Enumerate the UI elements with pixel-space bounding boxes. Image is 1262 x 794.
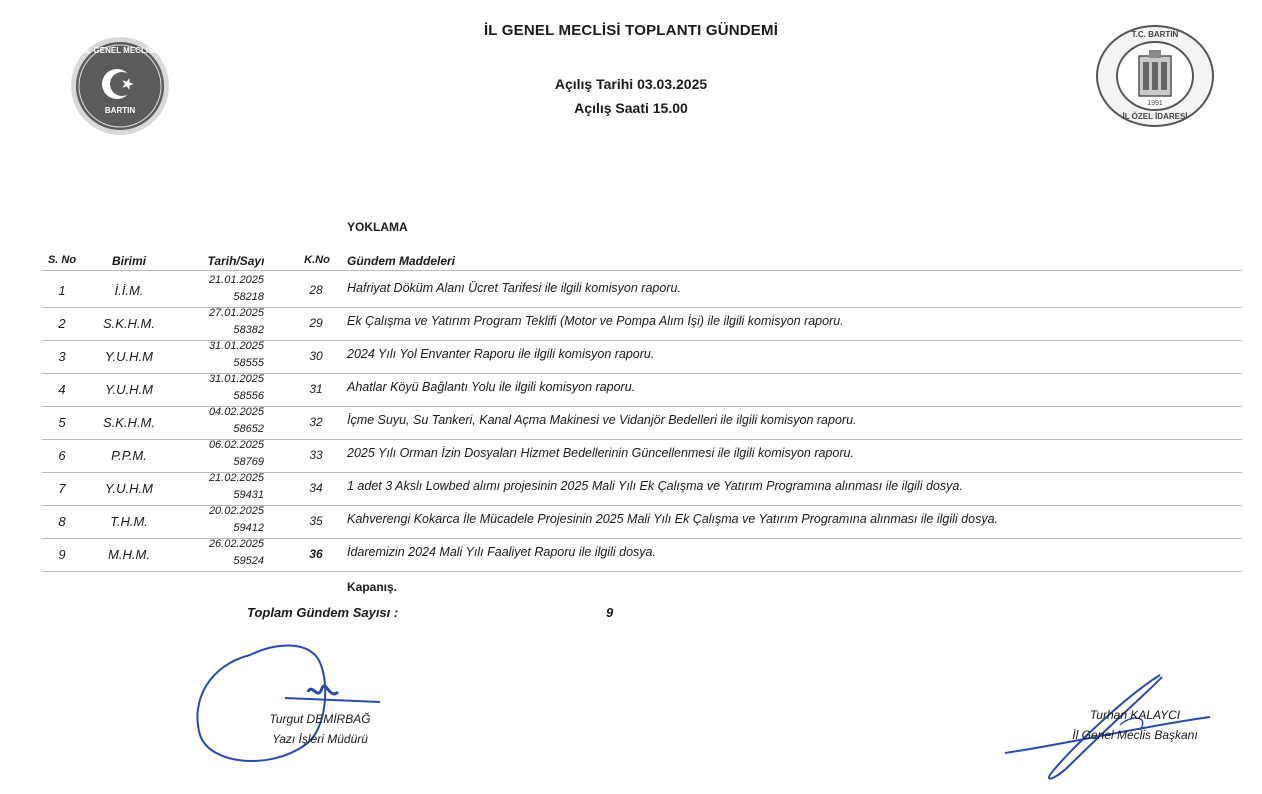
row-sayi: 59431 (233, 489, 264, 501)
row-date: 26.02.2025 (208, 538, 264, 550)
opening-date: Açılış Tarihi 03.03.2025 (554, 76, 708, 92)
table-row (42, 307, 1242, 341)
row-kno: 35 (309, 514, 323, 528)
row-date: 20.02.2025 (208, 505, 264, 517)
row-sayi: 58652 (233, 423, 264, 435)
table-row (42, 373, 1242, 407)
row-kno: 36 (309, 547, 323, 561)
row-sno: 7 (58, 481, 66, 496)
row-madde: Hafriyat Döküm Alanı Ücret Tarifesi ile ilgili komisyon raporu. (347, 281, 681, 295)
row-birim: S.K.H.M. (102, 415, 155, 430)
table-row (42, 472, 1242, 506)
row-kno: 34 (309, 481, 323, 495)
row-date: 06.02.2025 (208, 439, 264, 451)
row-kno: 29 (309, 316, 323, 330)
row-sno: 3 (58, 349, 66, 364)
row-birim: S.K.H.M. (102, 316, 155, 331)
row-date: 21.02.2025 (208, 472, 264, 484)
row-sno: 9 (58, 547, 66, 562)
total-value: 9 (606, 605, 614, 620)
row-date: 27.01.2025 (208, 307, 264, 319)
table-row (42, 406, 1242, 440)
opening-time: Açılış Saati 15.00 (574, 100, 688, 116)
row-sno: 4 (58, 382, 66, 397)
row-sno: 5 (58, 415, 66, 430)
row-sno: 2 (58, 316, 66, 331)
signer-left-title: Yazı İşleri Müdürü (272, 732, 368, 746)
row-sayi: 59412 (233, 522, 264, 534)
row-birim: Y.U.H.M (105, 349, 153, 364)
seal-text-bottom: BARTIN (104, 106, 136, 115)
header-divider (42, 270, 1242, 271)
row-birim: M.H.M. (108, 547, 150, 562)
kapanis-label: Kapanış. (347, 580, 398, 594)
row-sayi: 58218 (233, 291, 264, 303)
row-birim: Y.U.H.M (105, 481, 153, 496)
row-madde: İçme Suyu, Su Tankeri, Kanal Açma Makinesi ve Vidanjör Bedelleri ile ilgili komisyon raporu. (347, 413, 857, 427)
seal-text-top: İL GENEL MECLİSİ (84, 46, 156, 55)
row-sayi: 58769 (233, 456, 264, 468)
row-date: 31.01.2025 (208, 373, 264, 385)
seal-text-top: T.C. BARTIN (1131, 30, 1179, 39)
row-date: 31.01.2025 (208, 340, 264, 352)
row-madde: 2025 Yılı Orman İzin Dosyaları Hizmet Bedellerinin Güncellenmesi ile ilgili komisyon raporu. (347, 446, 854, 460)
table-row (42, 340, 1242, 374)
row-sayi: 58556 (233, 390, 264, 402)
row-kno: 30 (309, 349, 323, 363)
col-header-tarih: Tarih/Sayı (207, 254, 265, 268)
row-kno: 28 (309, 283, 323, 297)
col-header-madde: Gündem Maddeleri (347, 254, 456, 268)
col-header-birim: Birimi (111, 254, 146, 268)
seal-year: 1991 (1147, 100, 1163, 107)
table-row (42, 538, 1242, 572)
row-kno: 32 (309, 415, 323, 429)
table-row (42, 274, 1242, 308)
row-sno: 1 (58, 283, 66, 298)
signer-right-title: İl Genel Meclis Başkanı (1072, 728, 1198, 742)
row-madde: 2024 Yılı Yol Envanter Raporu ile ilgili komisyon raporu. (347, 347, 655, 361)
col-header-sno: S. No (47, 254, 77, 266)
row-birim: Y.U.H.M (105, 382, 153, 397)
row-sno: 6 (58, 448, 66, 463)
table-row (42, 505, 1242, 539)
row-sayi: 59524 (233, 555, 264, 567)
row-birim: T.H.M. (110, 514, 148, 529)
row-date: 04.02.2025 (208, 406, 264, 418)
row-birim: İ.İ.M. (114, 283, 144, 298)
signature-left (190, 640, 390, 770)
signature-right (1000, 665, 1220, 785)
row-sno: 8 (58, 514, 66, 529)
row-sayi: 58555 (233, 357, 264, 369)
row-kno: 31 (309, 382, 323, 396)
row-madde: Ahatlar Köyü Bağlantı Yolu ile ilgili komisyon raporu. (347, 380, 636, 394)
row-madde: İdaremizin 2024 Mali Yılı Faaliyet Raporu ile ilgili dosya. (347, 545, 656, 559)
row-madde: 1 adet 3 Akslı Lowbed alımı projesinin 2025 Mali Yılı Ek Çalışma ve Yatırım Programına alınması ile ilgili dosya. (347, 479, 963, 493)
page-title: İL GENEL MECLİSİ TOPLANTI GÜNDEMİ (483, 22, 779, 39)
seal-text-bottom: İL ÖZEL İDARESİ (1122, 112, 1188, 121)
row-madde: Kahverengi Kokarca İle Mücadele Projesinin 2025 Mali Yılı Ek Çalışma ve Yatırım Programına alınması ile ilgili dosya. (347, 512, 998, 526)
row-madde: Ek Çalışma ve Yatırım Program Teklifi (Motor ve Pompa Alım İşi) ile ilgili komisyon raporu. (347, 314, 844, 328)
row-sayi: 58382 (233, 324, 264, 336)
yoklama-label: YOKLAMA (347, 220, 408, 234)
row-date: 21.01.2025 (208, 274, 264, 286)
signer-right-name: Turhan KALAYCI (1089, 708, 1181, 722)
table-row (42, 439, 1242, 473)
col-header-kno: K.No (304, 254, 330, 266)
row-birim: P.P.M. (111, 448, 147, 463)
row-kno: 33 (309, 448, 323, 462)
total-label: Toplam Gündem Sayısı : (247, 605, 399, 620)
signer-left-name: Turgut DEMİRBAĞ (269, 712, 371, 726)
